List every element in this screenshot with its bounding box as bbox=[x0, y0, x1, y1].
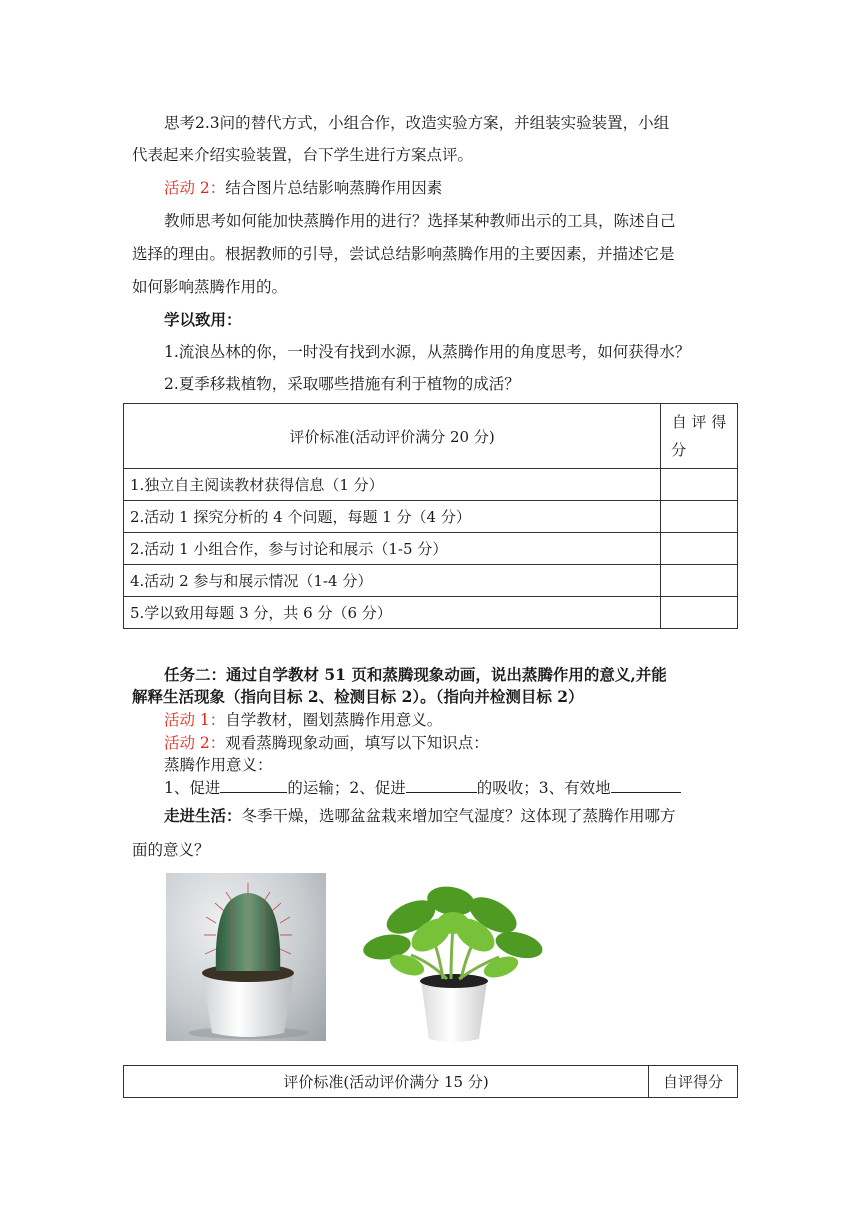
paragraph-line: 选择的理由。根据教师的引导，尝试总结影响蒸腾作用的主要因素，并描述它是 bbox=[132, 245, 675, 263]
score-cell[interactable] bbox=[661, 565, 738, 597]
paragraph-line: 思考2.3问的替代方式，小组合作，改造实验方案，并组装实验装置，小组 bbox=[164, 114, 670, 132]
activity-text: 自学教材，圈划蒸腾作用意义。 bbox=[225, 711, 443, 729]
pothos-plant-icon bbox=[351, 873, 555, 1045]
fill-text: 1、促进 bbox=[164, 779, 221, 797]
activity-text: 观看蒸腾现象动画，填写以下知识点： bbox=[225, 734, 489, 752]
apply-question: 2.夏季移栽植物，采取哪些措施有利于植物的成活？ bbox=[164, 375, 520, 393]
table-header-criteria: 评价标准(活动评价满分 20 分) bbox=[124, 404, 661, 469]
life-line: 面的意义？ bbox=[132, 841, 210, 859]
fill-text: 的吸收；3、有效地 bbox=[476, 779, 611, 797]
fill-blank-1[interactable] bbox=[220, 777, 287, 793]
activity-text: 结合图片总结影响蒸腾作用因素 bbox=[225, 179, 443, 197]
activity-2-line bbox=[132, 177, 742, 199]
table-row: 2.活动 1 小组合作，参与讨论和展示（1-5 分） bbox=[124, 533, 661, 565]
task2-heading: 任务二：通过自学教材 51 页和蒸腾现象动画，说出蒸腾作用的意义,并能 bbox=[164, 665, 667, 684]
activity-label: 活动 1： bbox=[164, 711, 226, 729]
apply-heading: 学以致用： bbox=[164, 310, 242, 329]
table-row: 1.独立自主阅读教材获得信息（1 分） bbox=[124, 469, 661, 501]
paragraph-line: 教师思考如何能加快蒸腾作用的进行？选择某种教师出示的工具，陈述自己 bbox=[164, 212, 676, 230]
meaning-heading: 蒸腾作用意义： bbox=[164, 756, 273, 774]
t2-activity-2 bbox=[132, 732, 742, 754]
activity-label: 活动 2： bbox=[164, 734, 226, 752]
fill-text: 的运输；2、促进 bbox=[287, 779, 406, 797]
score-cell[interactable] bbox=[661, 501, 738, 533]
life-line bbox=[132, 805, 742, 827]
table-header-criteria: 评价标准(活动评价满分 15 分) bbox=[124, 1066, 649, 1098]
fill-blank-3[interactable] bbox=[611, 777, 681, 793]
fill-in-line bbox=[132, 777, 742, 799]
apply-question: 1.流浪丛林的你，一时没有找到水源，从蒸腾作用的角度思考，如何获得水？ bbox=[164, 343, 691, 361]
table-header-score bbox=[661, 404, 738, 469]
table-header-score-line: 自 评 得 bbox=[671, 413, 727, 431]
cactus-icon bbox=[166, 873, 326, 1041]
paragraph-line: 如何影响蒸腾作用的。 bbox=[132, 278, 288, 296]
activity-label: 活动 2： bbox=[164, 179, 226, 197]
paragraph-line: 代表起来介绍实验装置，台下学生进行方案点评。 bbox=[132, 146, 474, 164]
table-row: 5.学以致用每题 3 分，共 6 分（6 分） bbox=[124, 597, 661, 629]
t2-activity-1 bbox=[132, 709, 742, 731]
table-row: 2.活动 1 探究分析的 4 个问题，每题 1 分（4 分） bbox=[124, 501, 661, 533]
score-cell[interactable] bbox=[661, 469, 738, 501]
evaluation-table-1 bbox=[123, 403, 738, 629]
life-text: 冬季干燥，选哪盆盆栽来增加空气湿度？这体现了蒸腾作用哪方 bbox=[241, 807, 676, 825]
pothos-pot-photo bbox=[351, 873, 555, 1045]
score-cell[interactable] bbox=[661, 533, 738, 565]
table-row: 4.活动 2 参与和展示情况（1-4 分） bbox=[124, 565, 661, 597]
task2-heading: 解释生活现象（指向目标 2、检测目标 2）。（指向并检测目标 2） bbox=[132, 687, 584, 706]
table-header-score: 自评得分 bbox=[649, 1066, 738, 1098]
cactus-pot-photo bbox=[166, 873, 326, 1041]
evaluation-table-2 bbox=[123, 1065, 738, 1098]
table-header-score-line: 分 bbox=[671, 441, 687, 459]
fill-blank-2[interactable] bbox=[406, 777, 477, 793]
life-label: 走进生活： bbox=[164, 806, 242, 825]
score-cell[interactable] bbox=[661, 597, 738, 629]
